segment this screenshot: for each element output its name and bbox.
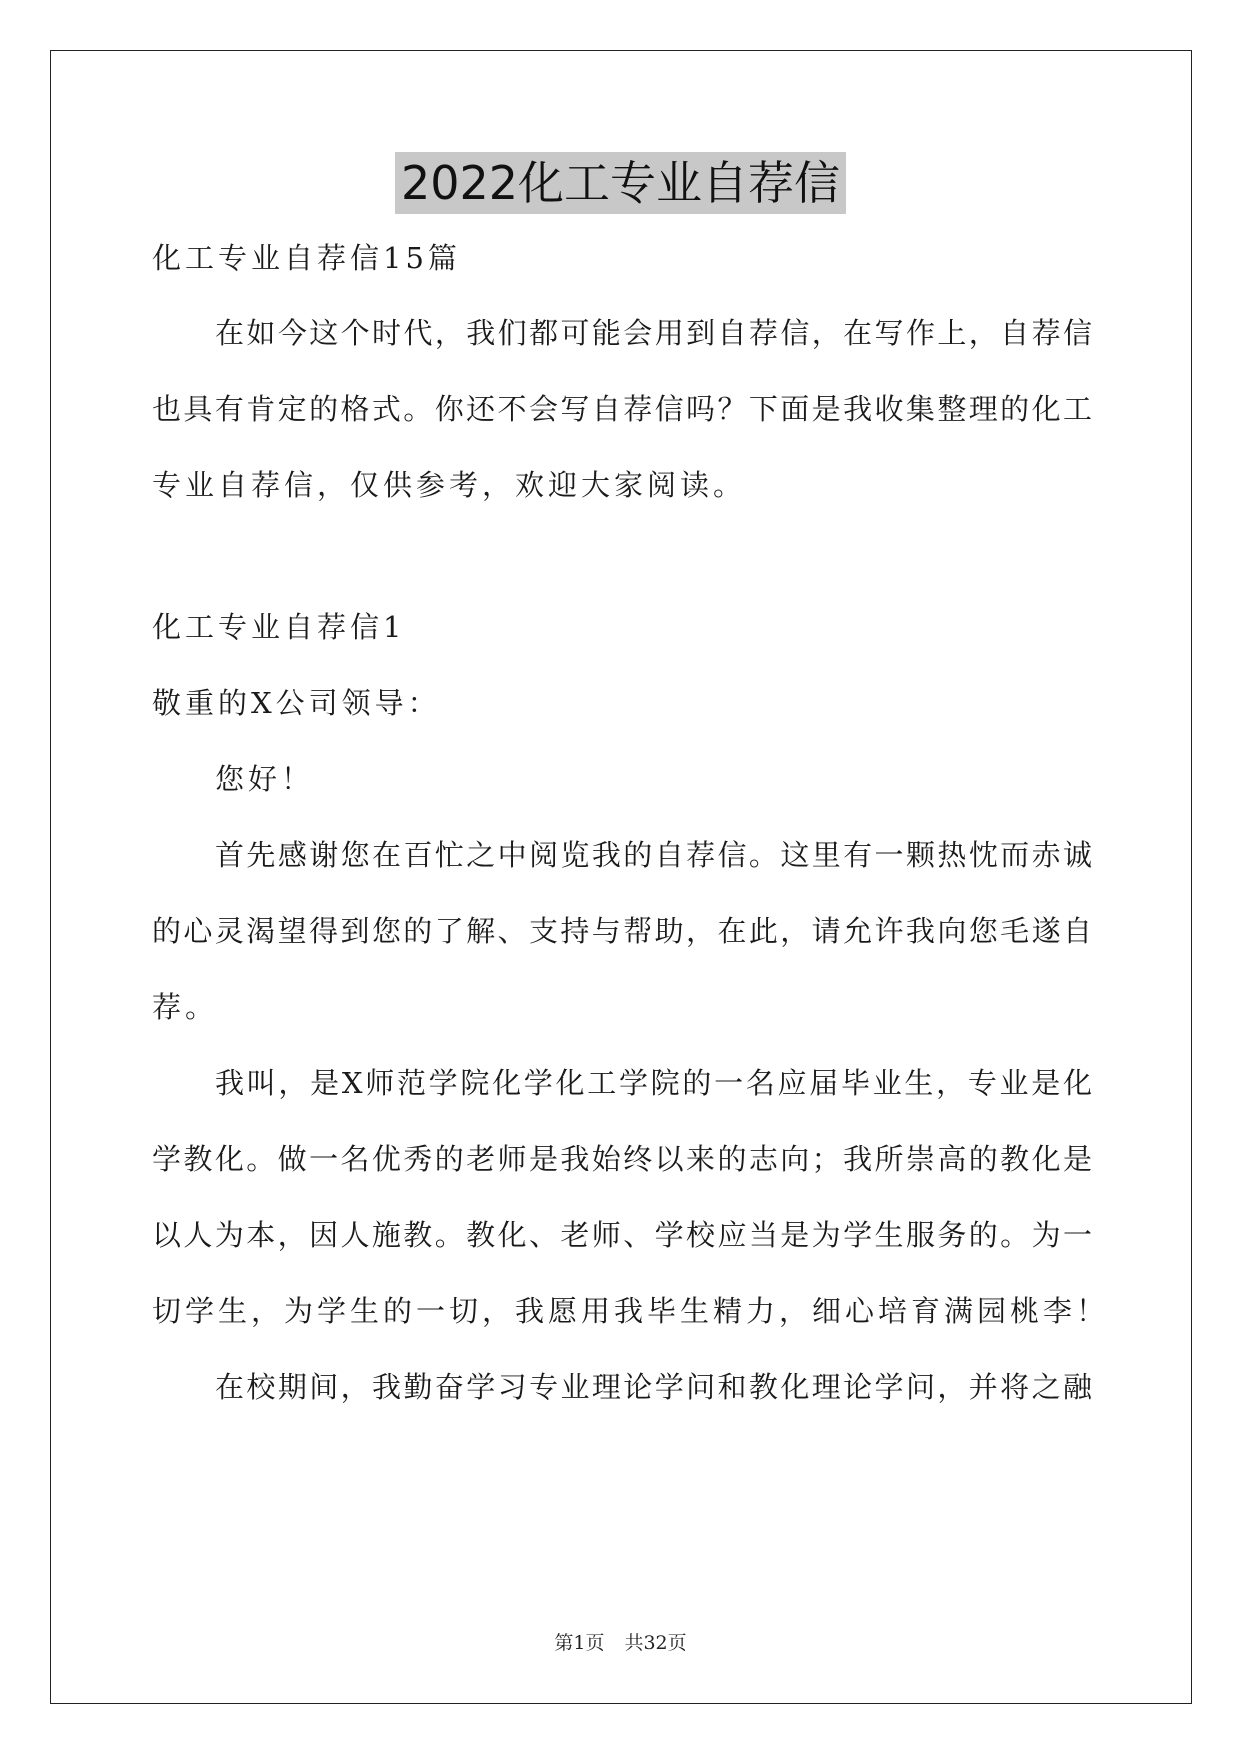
page-total: 共32页	[624, 1632, 687, 1654]
section-heading: 化工专业自荐信1	[152, 610, 406, 644]
greeting: 您好！	[215, 762, 315, 796]
paragraph-3-line-1: 在校期间，我勤奋学习专业理论学问和教化理论学问，并将之融	[215, 1370, 1092, 1404]
paragraph-2-line-2: 学教化。做一名优秀的老师是我始终以来的志向；我所崇高的教化是	[152, 1142, 1092, 1176]
paragraph-1-line-2: 的心灵渴望得到您的了解、支持与帮助，在此，请允许我向您毛遂自	[152, 914, 1092, 948]
paragraph-2-line-3: 以人为本，因人施教。教化、老师、学校应当是为学生服务的。为一	[152, 1218, 1092, 1252]
paragraph-1-line-3: 荐。	[152, 990, 219, 1024]
page-footer	[0, 1631, 1241, 1655]
intro-line-2: 也具有肯定的格式。你还不会写自荐信吗？下面是我收集整理的化工	[152, 392, 1092, 426]
salutation: 敬重的X公司领导：	[152, 686, 441, 720]
paragraph-1-line-1: 首先感谢您在百忙之中阅览我的自荐信。这里有一颗热忱而赤诚	[215, 838, 1092, 872]
page-border	[50, 50, 1192, 1704]
document-title: 2022化工专业自荐信	[395, 152, 846, 214]
subtitle: 化工专业自荐信15篇	[152, 241, 461, 275]
intro-line-3: 专业自荐信，仅供参考，欢迎大家阅读。	[152, 468, 747, 502]
paragraph-2-line-1: 我叫，是X师范学院化学化工学院的一名应届毕业生，专业是化	[215, 1066, 1092, 1100]
title-container	[0, 152, 1241, 214]
paragraph-2-line-4: 切学生，为学生的一切，我愿用我毕生精力，细心培育满园桃李！	[152, 1294, 1110, 1328]
page-number: 第1页	[554, 1632, 605, 1654]
intro-line-1: 在如今这个时代，我们都可能会用到自荐信，在写作上，自荐信	[215, 316, 1092, 350]
